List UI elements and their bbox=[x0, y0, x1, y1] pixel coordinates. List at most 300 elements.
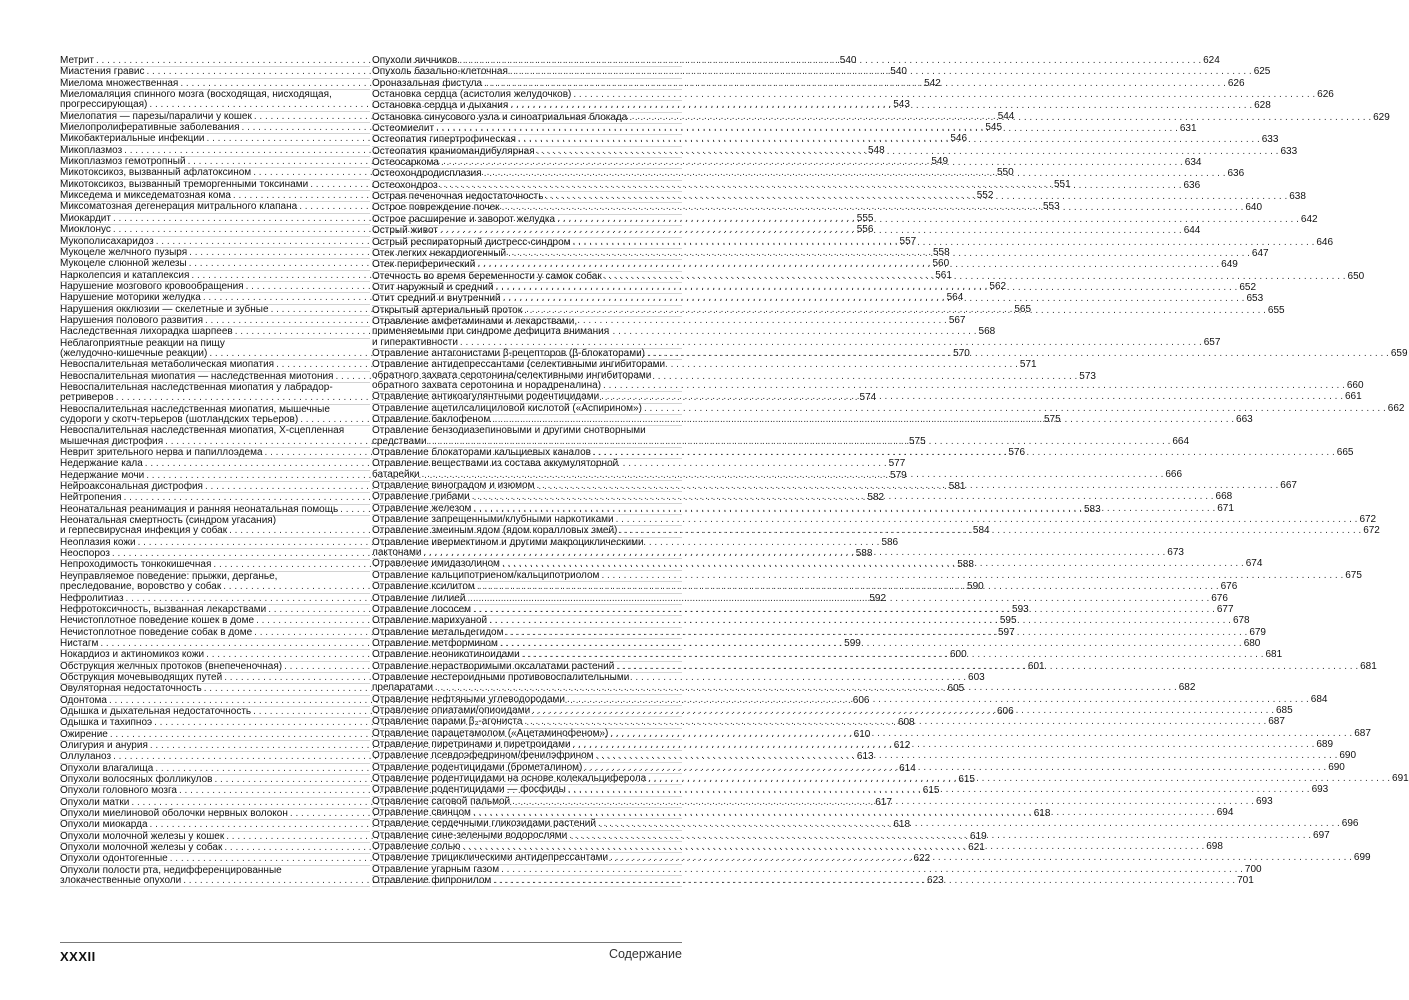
toc-entry-title: Микотоксикоз, вызванный афлатоксином bbox=[60, 167, 252, 179]
toc-entry-page: 592 bbox=[869, 592, 887, 604]
toc-entry-title: (желудочно-кишечные реакции) bbox=[60, 347, 208, 359]
toc-entry-page: 542 bbox=[924, 77, 941, 89]
toc-entry-title: Остеомиелит bbox=[372, 123, 435, 135]
toc-entry-page: 552 bbox=[976, 190, 994, 202]
toc-entry-title: Миелопролиферативные заболевания bbox=[60, 122, 240, 134]
toc-entry-title: Отравление ацетилсалициловой кислотой («Аспирином») bbox=[372, 402, 642, 414]
toc-entry-title: Неонатальная реанимация и ранняя неонатальная помощь bbox=[60, 503, 339, 515]
page-number: XXXII bbox=[60, 949, 96, 964]
toc-entry-page: 681 bbox=[1265, 649, 1283, 661]
toc-entry-title: Остановка сердца (асистолия желудочков) bbox=[372, 89, 572, 101]
toc-entry-title: Отравление баклофеном bbox=[372, 414, 491, 425]
leader-dots bbox=[496, 280, 1238, 293]
toc-entry-title: Опухоли яичников bbox=[372, 55, 458, 66]
leader-dots bbox=[460, 338, 1202, 348]
toc-entry-page: 606 bbox=[852, 694, 870, 706]
toc-entry-page: 633 bbox=[1261, 134, 1279, 146]
toc-entry-title: Острое расширение и заворот желудка bbox=[372, 213, 556, 225]
toc-entry-title: Микседема и микседематозная кома bbox=[60, 190, 231, 202]
toc-entry-title: Отравление неоникотиноидами bbox=[372, 649, 520, 661]
leader-dots bbox=[537, 144, 1279, 157]
toc-entry-title: Отравление свинцом bbox=[372, 807, 471, 819]
leader-dots bbox=[473, 605, 1215, 615]
toc-entry-page: 549 bbox=[931, 156, 949, 168]
toc-entry-title: Одышка и дыхательная недостаточность bbox=[60, 705, 252, 717]
toc-entry-page: 694 bbox=[1216, 807, 1234, 819]
toc-entry-page: 555 bbox=[856, 212, 874, 224]
leader-dots bbox=[489, 616, 1231, 626]
toc-entry-title: Опухоли молочной железы у собак bbox=[60, 842, 223, 854]
toc-entry-title: Отравление антагонистами β-рецепторов (β-блокаторами) bbox=[372, 347, 646, 359]
toc-entry-page: 588 bbox=[855, 548, 873, 560]
toc-entry-page: 640 bbox=[1245, 202, 1263, 214]
leader-dots bbox=[477, 260, 1219, 270]
toc-entry-page: 606 bbox=[996, 705, 1014, 717]
toc-entry-page: 618 bbox=[1033, 808, 1051, 820]
toc-entry-title: Отравление сине-зелеными водорослями bbox=[372, 829, 568, 841]
toc-entry-page: 674 bbox=[1245, 558, 1263, 570]
toc-entry-page: 562 bbox=[989, 280, 1007, 292]
toc-entry-title: Нистагм bbox=[60, 637, 99, 649]
toc-entry-title: Отравление родентицидами на основе колекальциферола bbox=[372, 773, 647, 784]
toc-entry-title: Нокардиоз и актиномикоз кожи bbox=[60, 649, 205, 661]
toc-entry-title: Отравление угарным газом bbox=[372, 863, 500, 875]
toc-entry-page: 682 bbox=[1178, 682, 1196, 694]
toc-entry-title: Нарушение моторики желудка bbox=[60, 292, 201, 304]
toc-entry-title: Миокардит bbox=[60, 212, 111, 224]
toc-entry-title: Обструкция мочевыводящих путей bbox=[60, 671, 223, 683]
leader-dots bbox=[503, 294, 1245, 304]
leader-dots bbox=[501, 865, 1243, 875]
toc-entry-title: Отравление железом bbox=[372, 502, 472, 514]
toc-entry-title: и гиперактивности bbox=[372, 336, 458, 348]
leader-dots bbox=[619, 526, 1361, 536]
toc-entry-title: Отравление марихуаной bbox=[372, 615, 488, 627]
leader-dots bbox=[598, 819, 1340, 829]
toc-entry-title: Опухоли полости рта, недифференцированные bbox=[60, 864, 282, 876]
toc-entry-title: судороги у скотч-терьеров (шотландских терьеров) bbox=[60, 414, 299, 425]
toc-entry-title: Невоспалительная миопатия — наследственная миотония bbox=[60, 370, 334, 382]
leader-dots bbox=[557, 212, 1299, 225]
toc-entry-page: 610 bbox=[853, 728, 871, 740]
toc-entry-title: обратного захвата серотонина и норадреналина) bbox=[372, 379, 602, 391]
toc-entry-page: 603 bbox=[968, 671, 985, 683]
toc-entry-page: 565 bbox=[1014, 303, 1032, 315]
footer-rule bbox=[60, 942, 682, 943]
toc-entry-page: 561 bbox=[935, 269, 952, 281]
toc-entry-page: 571 bbox=[1019, 359, 1037, 371]
toc-entry-page: 657 bbox=[1203, 336, 1221, 348]
leader-dots bbox=[648, 774, 1390, 784]
toc-entry-page: 659 bbox=[1390, 347, 1408, 359]
toc-entry-title: Миеломаляция спинного мозга (восходящая, нисходящая, bbox=[60, 89, 332, 101]
toc-entry-title: Опухоли молочной железы у кошек bbox=[60, 830, 225, 842]
toc-entry-title: Микотоксикоз, вызванный треморгенными токсинами bbox=[60, 178, 309, 190]
toc-entry-title: Отравление амфетаминами и лекарствами, bbox=[372, 315, 578, 327]
toc-entry-title: Остановка синусового узла и синоатриальная блокада bbox=[372, 111, 628, 123]
leader-dots bbox=[436, 124, 1178, 134]
toc-entry-title: Отек периферический bbox=[372, 259, 476, 271]
toc-entry-page: 691 bbox=[1392, 773, 1409, 784]
toc-entry-title: Отравление лососем bbox=[372, 603, 472, 615]
toc-entry-title: Нефролитиаз bbox=[60, 592, 124, 604]
leader-dots bbox=[524, 717, 1266, 727]
toc-entry-title: Неонатальная смертность (синдром угасания) bbox=[60, 515, 277, 527]
leader-dots bbox=[472, 492, 1214, 502]
toc-entry-title: Наследственная лихорадка шарпеев bbox=[60, 326, 233, 338]
toc-entry-title: Невоспалительная метаболическая миопатия bbox=[60, 359, 275, 371]
toc-entry-title: Опухоли миелиновой оболочки нервных волокон bbox=[60, 808, 288, 820]
toc-entry-page: 577 bbox=[888, 458, 906, 470]
toc-entry-page: 649 bbox=[1221, 259, 1238, 271]
toc-entry-page: 675 bbox=[1345, 569, 1362, 581]
toc-entry-page: 625 bbox=[1253, 66, 1271, 78]
toc-entry-page: 660 bbox=[1346, 379, 1364, 391]
toc-entry-title: батарейки bbox=[372, 468, 420, 480]
toc-entry-title: Отравление нестероидными противовоспалительными bbox=[372, 671, 630, 683]
toc-entry-page: 626 bbox=[1317, 89, 1334, 101]
toc-entry-title: Отравление антидепрессантами (селективными ингибиторами bbox=[372, 359, 666, 371]
toc-entry-page: 567 bbox=[948, 314, 966, 326]
toc-entry-title: Неоспороз bbox=[60, 548, 110, 560]
toc-entry-page: 687 bbox=[1354, 727, 1371, 739]
toc-entry-title: Опухоли влагалища bbox=[60, 762, 154, 774]
leader-dots bbox=[506, 628, 1248, 638]
toc-entry-title: мышечная дистрофия bbox=[60, 435, 164, 447]
toc-entry-page: 650 bbox=[1347, 270, 1365, 282]
toc-entry-page: 646 bbox=[1316, 236, 1334, 248]
toc-entry-page: 615 bbox=[958, 774, 975, 785]
toc-entry-page: 690 bbox=[1339, 750, 1357, 762]
toc-entry-title: Отравление родентицидами — фосфиды bbox=[372, 784, 566, 796]
toc-entry-title: Микоплазмоз гемотропный bbox=[60, 156, 186, 168]
toc-entry-title: преследование, воровство у собак bbox=[60, 581, 222, 593]
toc-entry-title: Отравление лилией bbox=[372, 592, 466, 604]
toc-entry-page: 664 bbox=[1172, 435, 1190, 447]
toc-entry-page: 574 bbox=[859, 392, 877, 404]
toc-entry-title: Метрит bbox=[60, 55, 94, 66]
leader-dots bbox=[573, 235, 1315, 248]
toc-entry-page: 579 bbox=[890, 469, 907, 481]
toc-entry-title: Отечность во время беременности у самок собак bbox=[372, 270, 602, 282]
toc-entry-page: 617 bbox=[875, 796, 892, 808]
toc-entry-title: Оллуланоз bbox=[60, 751, 112, 763]
toc-entry-title: Отравление змеиным ядом (ядом коралловых змей) bbox=[372, 525, 618, 537]
toc-entry-title: Недержание кала bbox=[60, 458, 143, 470]
toc-entry-page: 550 bbox=[997, 167, 1014, 179]
toc-entry-page: 677 bbox=[1216, 603, 1234, 615]
leader-dots bbox=[473, 504, 1215, 514]
toc-entry-title: ретриверов bbox=[60, 392, 114, 404]
toc-entry-page: 546 bbox=[950, 133, 968, 145]
toc-entry-title: Отравление веществами из состава аккумуляторной bbox=[372, 458, 619, 470]
leader-dots bbox=[601, 571, 1343, 581]
toc-entry-title: Опухоли одонтогенные bbox=[60, 853, 168, 865]
leader-dots bbox=[429, 437, 1171, 447]
leader-dots bbox=[610, 853, 1352, 863]
toc-entry-page: 626 bbox=[1227, 77, 1245, 89]
toc-entry-page: 667 bbox=[1280, 480, 1297, 492]
toc-entry-title: Нарушения полового развития bbox=[60, 314, 203, 326]
leader-dots bbox=[462, 842, 1204, 852]
toc-entry-page: 679 bbox=[1249, 626, 1266, 638]
toc-entry-page: 556 bbox=[856, 224, 874, 236]
toc-entry-title: Отравление блокаторами кальциевых каналов bbox=[372, 447, 591, 459]
leader-dots bbox=[603, 381, 1345, 391]
toc-entry-page: 685 bbox=[1275, 704, 1293, 716]
toc-entry-title: применяемыми при синдроме дефицита внимания bbox=[372, 326, 610, 338]
toc-entry-page: 671 bbox=[1217, 502, 1234, 514]
toc-entry-page: 634 bbox=[1184, 157, 1202, 169]
toc-entry-page: 560 bbox=[932, 258, 950, 270]
toc-entry-title: Непроходимость тонкокишечная bbox=[60, 559, 212, 571]
toc-entry-page: 663 bbox=[1236, 414, 1253, 425]
toc-entry-page: 653 bbox=[1246, 293, 1264, 305]
leader-dots bbox=[629, 110, 1371, 123]
toc-entry-page: 600 bbox=[949, 649, 967, 661]
toc-entry-title: Нефротоксичность, вызванная лекарствами bbox=[60, 603, 267, 615]
toc-entry-title: Отравление саговой пальмой bbox=[372, 795, 511, 807]
toc-entry-title: Отравление кальципотриеном/кальципотриолом bbox=[372, 569, 600, 581]
toc-entry-page: 568 bbox=[978, 326, 996, 338]
toc-entry-page: 628 bbox=[1254, 100, 1271, 112]
toc-entry-title: прогрессирующая) bbox=[60, 99, 148, 111]
leader-dots bbox=[440, 178, 1182, 191]
leader-dots bbox=[422, 470, 1164, 480]
leader-dots bbox=[492, 415, 1234, 425]
leader-dots bbox=[524, 303, 1266, 316]
toc-entry-title: Нарушения окклюзии — скелетные и зубные bbox=[60, 303, 269, 315]
toc-entry-title: Миксоматозная дегенерация митрального клапана bbox=[60, 201, 298, 213]
toc-entry-page: 544 bbox=[997, 110, 1015, 122]
toc-entry-title: Одонтома bbox=[60, 694, 107, 706]
toc-entry-title: Одышка и тахипноэ bbox=[60, 717, 153, 729]
toc-entry-title: Миастения гравис bbox=[60, 66, 145, 78]
toc-entry-page: 624 bbox=[1203, 55, 1220, 66]
toc-entry-title: Ороназальная фистула bbox=[372, 77, 483, 89]
toc-entry-title: Опухоли волосяных фолликулов bbox=[60, 774, 213, 785]
leader-dots bbox=[568, 785, 1310, 795]
toc-entry-title: Нейроаксональная дистрофия bbox=[60, 481, 203, 493]
toc-entry-page: 644 bbox=[1183, 225, 1201, 237]
toc-entry-title: Острая печеночная недостаточность bbox=[372, 191, 544, 203]
toc-entry-page: 684 bbox=[1310, 693, 1328, 705]
leader-dots bbox=[423, 548, 1165, 558]
leader-dots bbox=[473, 808, 1215, 818]
leader-dots bbox=[569, 831, 1311, 841]
toc-entry-title: Мукоцеле желчного пузыря bbox=[60, 246, 188, 258]
toc-entry-page: 575 bbox=[1044, 414, 1061, 425]
toc-entry-title: и герпесвирусная инфекция у собак bbox=[60, 525, 228, 537]
toc-entry-title: Отравление ксилитом bbox=[372, 581, 475, 593]
toc-entry-page: 612 bbox=[893, 739, 911, 751]
leader-dots bbox=[616, 662, 1358, 672]
toc-entry-title: Остеосаркома bbox=[372, 157, 439, 169]
toc-entry-page: 693 bbox=[1255, 795, 1273, 807]
toc-entry-page: 631 bbox=[1179, 123, 1197, 135]
leader-dots bbox=[644, 404, 1386, 414]
toc-entry-title: Недержание мочи bbox=[60, 469, 145, 481]
leader-dots bbox=[467, 594, 1209, 604]
toc-entry-title: Мукополисахаридоз bbox=[60, 235, 154, 247]
toc-entry-title: Отравление метформином bbox=[372, 637, 498, 649]
toc-entry-page: 696 bbox=[1341, 818, 1359, 830]
toc-entry-page: 584 bbox=[972, 525, 990, 537]
toc-entry-page: 676 bbox=[1220, 581, 1238, 593]
leader-dots bbox=[508, 246, 1250, 259]
toc-entry-page: 590 bbox=[967, 581, 984, 593]
toc-entry-page: 619 bbox=[970, 830, 987, 842]
toc-entry-title: средствами bbox=[372, 435, 427, 447]
toc-entry-title: Отек легких некардиогенный bbox=[372, 247, 507, 259]
toc-entry-page: 543 bbox=[893, 99, 910, 111]
toc-entry-title: Отравление антикоагулянтными родентицидами bbox=[372, 391, 600, 403]
toc-entry-page: 581 bbox=[948, 481, 966, 493]
toc-entry-page: 636 bbox=[1227, 168, 1245, 180]
toc-entry-page: 601 bbox=[1027, 660, 1045, 672]
toc-entry-title: Миелопатия — парезы/параличи у кошек bbox=[60, 110, 252, 122]
toc-entry-page: 680 bbox=[1243, 637, 1261, 649]
toc-entry-page: 545 bbox=[985, 122, 1003, 134]
toc-entry-title: Микоплазмоз bbox=[60, 144, 123, 156]
toc-entry-page: 613 bbox=[856, 751, 874, 763]
toc-entry-title: Острый живот bbox=[372, 225, 438, 237]
toc-entry-page: 576 bbox=[1008, 447, 1026, 459]
toc-entry-page: 595 bbox=[999, 615, 1017, 627]
toc-entry-title: Нечистоплотное поведение собак в доме bbox=[60, 626, 253, 638]
toc-entry-page: 633 bbox=[1280, 145, 1298, 157]
toc-entry-title: Ожирение bbox=[60, 728, 108, 740]
toc-entry-title: Микобактериальные инфекции bbox=[60, 133, 205, 145]
toc-entry-page: 582 bbox=[867, 492, 885, 504]
toc-entry-page: 690 bbox=[1328, 761, 1345, 773]
toc-entry-page: 540 bbox=[890, 66, 907, 78]
toc-entry-page: 570 bbox=[953, 347, 970, 359]
leader-dots bbox=[610, 729, 1352, 739]
leader-dots bbox=[584, 763, 1326, 773]
leader-dots bbox=[512, 797, 1254, 807]
toc-entry-title: Невоспалительная наследственная миопатия, мышечные bbox=[60, 403, 330, 415]
toc-entry-title: Отравление фипронилом bbox=[372, 875, 492, 887]
leader-dots bbox=[567, 695, 1309, 705]
toc-entry-title: Невоспалительная наследственная миопатия у лабрадор- bbox=[60, 381, 333, 393]
toc-entry-page: 608 bbox=[897, 717, 915, 729]
toc-entry-page: 540 bbox=[839, 55, 857, 66]
toc-entry-title: Остановка сердца и дыхания bbox=[372, 100, 509, 112]
toc-entry-page: 678 bbox=[1232, 615, 1250, 627]
toc-entry-page: 629 bbox=[1373, 111, 1390, 123]
toc-entry-title: Опухоли головного мозга bbox=[60, 785, 177, 797]
toc-entry-title: Овуляторная недостаточность bbox=[60, 683, 202, 695]
toc-entry-page: 636 bbox=[1183, 179, 1201, 191]
toc-entry-title: Отравление сердечными гликозидами растений bbox=[372, 818, 596, 830]
leader-dots bbox=[536, 481, 1278, 491]
toc-entry-page: 642 bbox=[1300, 213, 1318, 225]
leader-dots bbox=[573, 740, 1315, 750]
toc-entry-page: 672 bbox=[1363, 525, 1380, 537]
toc-entry-title: Невоспалительная наследственная миопатия, Х-сцепленная bbox=[60, 425, 345, 437]
leader-dots bbox=[484, 169, 1226, 179]
toc-entry-page: 548 bbox=[867, 144, 885, 156]
toc-entry-page: 638 bbox=[1289, 191, 1306, 203]
toc-entry-title: Остеопатия гипертрофическая bbox=[372, 134, 516, 146]
leader-dots bbox=[477, 582, 1219, 592]
toc-entry-title: Нейтропения bbox=[60, 492, 122, 504]
toc-entry-title: Отравление парацетамолом («Ацетаминофеном») bbox=[372, 727, 609, 739]
toc-entry-title: злокачественные опухоли bbox=[60, 875, 182, 887]
leader-dots bbox=[459, 56, 1201, 66]
toc-entry-title: Острый респираторный дистресс-синдром bbox=[372, 236, 571, 248]
toc-entry-title: Отравление грибами bbox=[372, 491, 470, 503]
leader-dots bbox=[593, 448, 1335, 458]
toc-entry-page: 615 bbox=[922, 785, 940, 797]
toc-entry-title: Миоклонус bbox=[60, 224, 111, 236]
toc-entry-title: Отит средний и внутренний bbox=[372, 293, 501, 305]
toc-entry-page: 553 bbox=[1043, 201, 1060, 213]
toc-entry-page: 693 bbox=[1311, 784, 1329, 796]
toc-entry-page: 618 bbox=[893, 819, 911, 831]
toc-entry-title: Отравление трициклическими антидепрессантами bbox=[372, 852, 609, 864]
toc-entry-page: 557 bbox=[899, 235, 917, 247]
toc-entry-page: 573 bbox=[1079, 370, 1096, 382]
toc-entry-title: Отравление родентицидами (брометалином) bbox=[372, 761, 583, 773]
toc-entry-page: 623 bbox=[927, 875, 944, 887]
toc-entry-page: 700 bbox=[1244, 863, 1262, 875]
toc-entry-title: Отравление запрещенными/клубными наркотиками bbox=[372, 514, 614, 526]
toc-entry-title: Отравление нефтяными углеводородами bbox=[372, 693, 565, 705]
toc-entry-page: 701 bbox=[1237, 875, 1254, 887]
toc-entry-page: 586 bbox=[881, 536, 899, 548]
toc-entry-title: Отит наружный и средний bbox=[372, 281, 494, 293]
toc-entry-title: Неврит зрительного нерва и папиллоэдема bbox=[60, 447, 263, 459]
leader-dots bbox=[510, 67, 1252, 77]
toc-entry-page: 662 bbox=[1387, 402, 1405, 414]
toc-entry-title: Неблагоприятные реакции на пищу bbox=[60, 337, 225, 349]
toc-entry-page: 622 bbox=[913, 853, 931, 865]
leader-dots bbox=[596, 751, 1338, 761]
leader-dots bbox=[441, 158, 1183, 168]
section-title: Содержание bbox=[608, 947, 682, 961]
toc-entry-title: Неоплазия кожи bbox=[60, 536, 136, 548]
toc-entry-page: 564 bbox=[946, 292, 964, 304]
toc-entry-page: 672 bbox=[1359, 514, 1377, 526]
toc-entry-page: 575 bbox=[908, 435, 926, 447]
toc-entry-page: 661 bbox=[1344, 391, 1362, 403]
toc-entry-title: лактонами bbox=[372, 547, 422, 559]
toc-entry-title: Отравление псевдоэфедрином/фенилэфрином bbox=[372, 750, 594, 762]
toc-entry-title: Миелома множественная bbox=[60, 77, 179, 89]
toc-entry-title: Нарколепсия и катаплексия bbox=[60, 269, 190, 281]
toc-entry-page: 665 bbox=[1336, 447, 1354, 459]
toc-entry-page: 558 bbox=[932, 246, 950, 258]
toc-entry-title: Неуправляемое поведение: прыжки, дерганье, bbox=[60, 570, 278, 582]
toc-entry-page: 599 bbox=[844, 637, 861, 649]
toc-entry-title: препаратами bbox=[372, 682, 433, 694]
toc-entry-title: Опухоль базально-клеточная bbox=[372, 66, 508, 78]
toc-entry-title: обратного захвата серотонина/селективными ингибиторами bbox=[372, 369, 652, 381]
toc-entry-title: Отравление нерастворимыми оксалатами растений bbox=[372, 660, 615, 672]
toc-entry-page: 681 bbox=[1360, 660, 1377, 672]
toc-entry-title: Отравление опиатами/опиоидами bbox=[372, 704, 531, 716]
toc-entry-title: Нечистоплотное поведение кошек в доме bbox=[60, 615, 255, 627]
toc-entry-title: Отравление ивермектином и другими макроциклическими bbox=[372, 536, 644, 548]
toc-entry-page: 668 bbox=[1215, 491, 1233, 503]
toc-entry-page: 597 bbox=[997, 626, 1015, 638]
leader-dots bbox=[601, 392, 1343, 402]
toc-entry-page: 698 bbox=[1206, 841, 1223, 853]
leader-dots bbox=[500, 639, 1242, 649]
toc-entry-title: Остеопатия краниомандибулярная bbox=[372, 145, 535, 157]
